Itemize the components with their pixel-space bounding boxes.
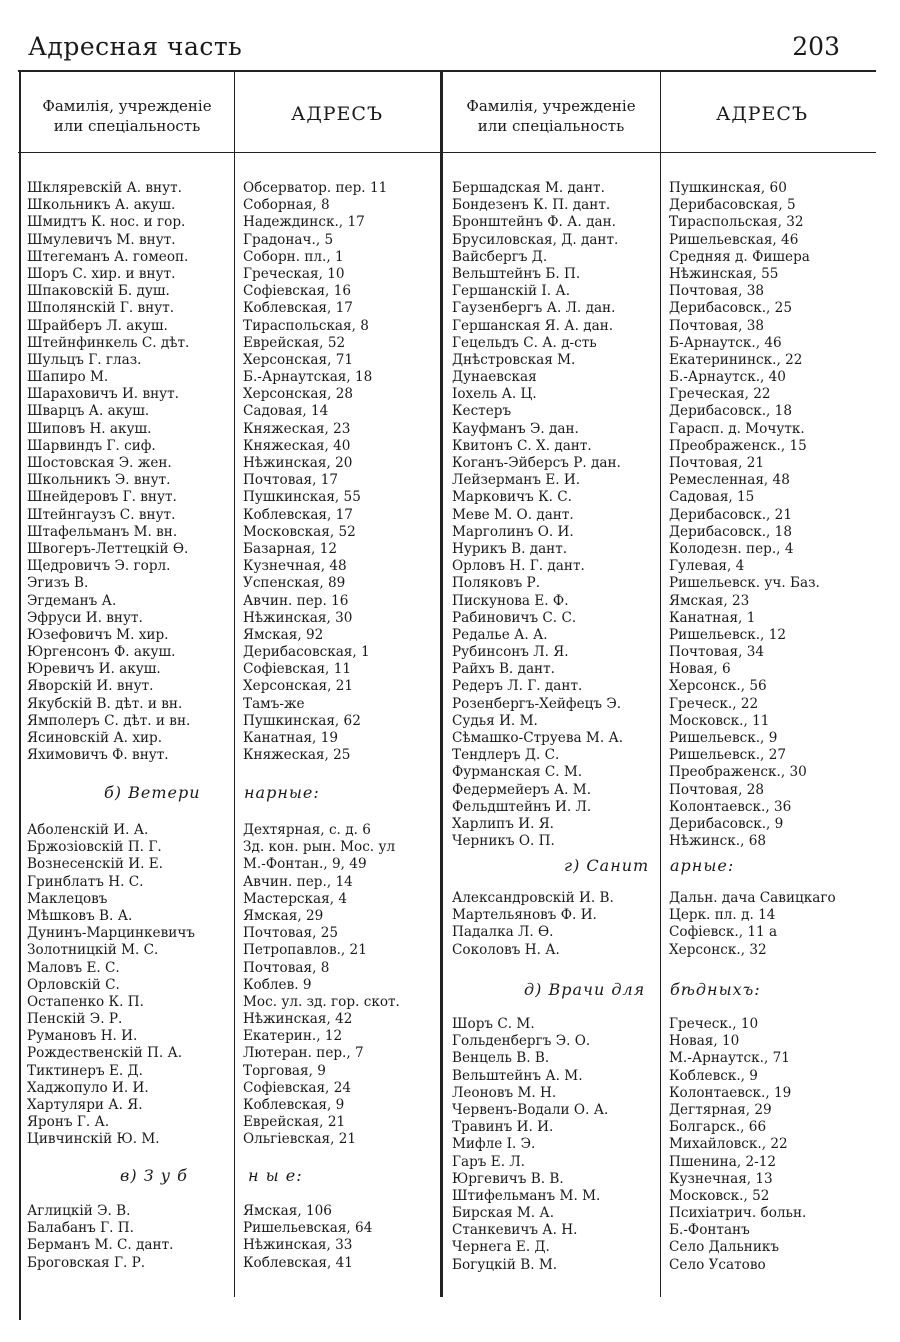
entry-address: Б-Арнаутск., 46 (669, 334, 782, 351)
entry-address: Соборн. пл., 1 (243, 248, 344, 265)
entry-name: Александровскій И. В. (452, 890, 614, 906)
entry-address: Колодезн. пер., 4 (669, 540, 794, 557)
entry-address: Нѣжинская, 42 (243, 1011, 353, 1028)
entry-name: Бронштейнъ Ф. А. дан. (452, 214, 616, 231)
entry-address: Почтовая, 17 (243, 472, 339, 489)
entry-address: Московск., 11 (669, 712, 770, 729)
entry-name: Хаджопуло И. И. (27, 1079, 149, 1096)
entry-address: Пушкинская, 55 (243, 489, 361, 506)
entry-name: Гершанскій І. А. (452, 283, 571, 300)
entry-name: Аглицкій Э. В. (27, 1203, 131, 1219)
entry-address: Средняя д. Фишера (669, 248, 810, 265)
entry-address: Авчин. пер. 16 (243, 592, 349, 609)
entry-name: Соколовъ Н. А. (452, 941, 560, 958)
entry-address: Коблевская, 17 (243, 506, 353, 523)
entry-name: Бирская М. А. (452, 1205, 555, 1222)
right-group2-addresses (669, 890, 836, 959)
entry-address: Нѣжинская, 20 (243, 455, 353, 471)
right-address-header: АДРЕСЪ (715, 103, 809, 125)
left-group3-addresses (243, 1203, 372, 1272)
entry-name: Шоръ С. хир. и внут. (27, 265, 176, 282)
section-heading-poor-right: бѣдныхъ: (670, 980, 761, 999)
left-group3-names (27, 1203, 173, 1272)
entry-name: Шполянскій Г. внут. (27, 300, 175, 317)
entry-name: Штифельманъ М. М. (452, 1187, 601, 1204)
entry-address: Дерибасовск., 25 (669, 300, 792, 317)
entry-address: Преображенск., 15 (669, 437, 807, 454)
entry-address: Нѣжинск., 68 (669, 833, 767, 850)
name-header-line2: или спеціальность (477, 117, 625, 135)
entry-name: Днѣстровская М. (452, 351, 576, 368)
name-header-line1: Фамилія, учрежденіе (42, 97, 212, 115)
entry-name: Пискунова Е. Ф. (452, 592, 569, 609)
entry-name: Юзефовичъ М. хир. (27, 626, 169, 643)
right-group2-names (452, 890, 614, 959)
entry-address: Херсонская, 71 (243, 351, 354, 368)
entry-address: Михайловск., 22 (669, 1136, 788, 1153)
entry-address: Церк. пл. д. 14 (669, 907, 776, 924)
entry-address: Садовая, 14 (243, 403, 329, 420)
entry-address: Пшенина, 2-12 (669, 1153, 777, 1170)
entry-name: Юргевичъ В. В. (452, 1170, 564, 1187)
page-number: 203 (792, 32, 840, 61)
entry-name: Хартуляри А. Я. (27, 1097, 143, 1113)
entry-name: Фурманская С. М. (452, 764, 583, 781)
center-divider (440, 72, 443, 1297)
entry-name: Мифле І. Э. (452, 1136, 536, 1153)
entry-name: Станкевичъ А. Н. (452, 1222, 578, 1239)
entry-address: Дерибасовск., 9 (669, 815, 784, 832)
entry-address: Ямская, 29 (243, 907, 324, 924)
entry-name: Вайсбергъ Д. (452, 248, 548, 265)
entry-address: Пушкинская, 60 (669, 180, 787, 196)
entry-name: Бершадская М. дант. (452, 180, 605, 196)
entry-name: Щедровичъ Э. горл. (27, 558, 171, 575)
entry-name: Шульцъ Г. глаз. (27, 351, 142, 368)
entry-address: Греческая, 10 (243, 265, 345, 282)
entry-name: Маклецовъ (27, 890, 108, 907)
entry-address: Еврейская, 52 (243, 334, 346, 351)
entry-name: Мѣшковъ В. А. (27, 907, 133, 924)
page-title: Адресная часть (28, 32, 243, 61)
name-header-line1: Фамилія, учрежденіе (466, 97, 636, 115)
entry-name: Юревичъ И. акуш. (27, 661, 161, 678)
entry-address: Преображенск., 30 (669, 764, 807, 781)
entry-name: Яхимовичъ Ф. внут. (27, 747, 169, 764)
entry-address: Греческ., 22 (669, 695, 759, 712)
entry-name: Шараховичъ И. внут. (27, 386, 179, 403)
entry-name: Меве М. О. дант. (452, 506, 574, 523)
entry-name: Шоръ С. М. (452, 1016, 535, 1032)
right-group1-names (452, 180, 623, 850)
entry-address: Гулевая, 4 (669, 558, 745, 575)
entry-address: Нѣжинская, 33 (243, 1237, 353, 1254)
entry-name: Штейнфинкель С. дѣт. (27, 334, 190, 351)
entry-name: Тендлеръ Д. С. (452, 747, 560, 764)
entry-address: Софіевская, 24 (243, 1079, 351, 1096)
entry-name: Поляковъ Р. (452, 575, 541, 592)
entry-address: Торговая, 9 (243, 1062, 326, 1079)
entry-address: Обсерватор. пер. 11 (243, 180, 388, 196)
entry-address: Лютеран. пер., 7 (243, 1045, 364, 1062)
entry-address: Село Дальникъ (669, 1239, 780, 1256)
left-border (19, 70, 21, 1320)
entry-address: Херсонская, 28 (243, 386, 354, 403)
entry-name: Шкляревскій А. внут. (27, 180, 182, 196)
entry-address: Дальн. дача Савицкаго (669, 890, 836, 906)
entry-name: Якубскій В. дѣт. и вн. (27, 695, 183, 712)
entry-address: Канатная, 19 (243, 730, 338, 746)
entry-name: Червенъ-Водали О. А. (452, 1101, 609, 1118)
entry-address: Нѣжинская, 55 (669, 265, 779, 282)
entry-address: Коблевская, 17 (243, 300, 353, 317)
entry-address: Ямская, 23 (669, 592, 750, 609)
entry-name: Дунинъ-Марцинкевичъ (27, 925, 195, 942)
right-name-header (444, 96, 658, 136)
entry-name: Шарвиндъ Г. сиф. (27, 437, 156, 454)
entry-name: Яворскій И. внут. (27, 678, 154, 695)
entry-address: Колонтаевск., 19 (669, 1084, 792, 1101)
entry-name: Остапенко К. П. (27, 993, 144, 1010)
section-heading-veterinary-left: б) Ветери (104, 783, 201, 802)
entry-name: Золотницкій М. С. (27, 942, 159, 959)
entry-name: Квитонъ С. Х. дант. (452, 437, 592, 454)
entry-address: Дехтярная, с. д. 6 (243, 822, 371, 838)
entry-name: Вельштейнъ А. М. (452, 1067, 583, 1084)
entry-address: Коблевская, 41 (243, 1254, 353, 1271)
entry-name: Нурикъ В. дант. (452, 540, 568, 557)
entry-address: Соборная, 8 (243, 197, 330, 214)
entry-address: Кузнечная, 13 (669, 1170, 773, 1187)
entry-address: Зд. кон. рын. Мос. ул (243, 839, 396, 856)
entry-name: Гаузенбергъ А. Л. дан. (452, 300, 616, 317)
entry-address: Б.-Арнаутск., 40 (669, 369, 786, 386)
entry-name: Аболенскій И. А. (27, 822, 149, 838)
entry-name: Берманъ М. С. дант. (27, 1237, 174, 1254)
left-group2-addresses (243, 822, 400, 1149)
entry-name: Рубинсонъ Л. Я. (452, 644, 569, 661)
entry-name: Шварцъ А. акуш. (27, 403, 150, 420)
entry-address: Коблев. 9 (243, 976, 312, 993)
entry-address: Новая, 10 (669, 1033, 740, 1050)
entry-address: Еврейская, 21 (243, 1114, 346, 1131)
entry-name: Шпаковскій Б. душ. (27, 283, 170, 300)
entry-address: Почтовая, 8 (243, 959, 330, 976)
entry-address: Екатерининск., 22 (669, 351, 803, 368)
entry-name: Броговская Г. Р. (27, 1254, 146, 1271)
entry-name: Рождественскій П. А. (27, 1045, 183, 1062)
entry-address: Мастерская, 4 (243, 890, 347, 907)
entry-name: Леоновъ М. Н. (452, 1084, 557, 1101)
entry-name: Гершанская Я. А. дан. (452, 317, 614, 334)
entry-address: Московск., 52 (669, 1187, 770, 1204)
left-address-header: АДРЕСЪ (290, 103, 384, 125)
entry-address: Коблевская, 9 (243, 1097, 345, 1113)
section-heading-poor-left: д) Врачи для (524, 980, 646, 999)
section-heading-sanitary-right: арные: (670, 856, 735, 875)
entry-address: Новая, 6 (669, 661, 731, 678)
entry-name: Вознесенскій И. Е. (27, 856, 163, 873)
entry-address: Княжеская, 23 (243, 420, 351, 437)
entry-address: Мос. ул. зд. гор. скот. (243, 993, 400, 1010)
entry-name: Эгизъ В. (27, 575, 89, 592)
entry-address: Дерибасовск., 18 (669, 403, 792, 420)
entry-name: Падалка Л. Ѳ. (452, 924, 554, 941)
entry-name: Ямполеръ С. дѣт. и вн. (27, 712, 191, 729)
entry-name: Орловъ Н. Г. дант. (452, 558, 585, 575)
entry-address: Дерибасовск., 18 (669, 523, 792, 540)
entry-name: Брусиловская, Д. дант. (452, 231, 619, 248)
entry-name: Рабиновичъ С. С. (452, 609, 577, 626)
entry-name: Райхъ В. дант. (452, 661, 555, 678)
entry-address: Авчин. пер., 14 (243, 873, 353, 890)
left-group1-addresses (243, 180, 387, 764)
entry-name: Судья И. М. (452, 712, 538, 729)
entry-address: Надеждинск., 17 (243, 214, 365, 231)
entry-name: Травинъ И. И. (452, 1119, 554, 1136)
entry-address: Дерибасовская, 1 (243, 644, 370, 661)
entry-name: Эгдеманъ А. (27, 592, 117, 609)
entry-name: Тиктинеръ Е. Д. (27, 1062, 143, 1079)
entry-name: Штейнгаузъ С. внут. (27, 506, 176, 523)
entry-name: Венцель В. В. (452, 1050, 550, 1067)
entry-name: Сѣмашко-Струева М. А. (452, 730, 624, 746)
entry-name: Шиповъ Н. акуш. (27, 420, 152, 437)
entry-address: Село Усатово (669, 1256, 766, 1273)
entry-name: Гринблатъ Н. С. (27, 873, 144, 890)
entry-address: Почтовая, 25 (243, 925, 339, 942)
section-heading-sanitary-left: г) Санит (564, 856, 650, 875)
entry-name: Дунаевская (452, 369, 537, 386)
entry-address: Ришельевск., 12 (669, 626, 786, 643)
left-group2-names (27, 822, 195, 1149)
right-col-divider (660, 72, 661, 1297)
entry-name: Штафельманъ М. вн. (27, 523, 178, 540)
entry-address: Дегтярная, 29 (669, 1101, 772, 1118)
entry-address: Почтовая, 34 (669, 644, 765, 661)
entry-name: Черникъ О. П. (452, 833, 555, 850)
entry-address: Б.-Фонтанъ (669, 1222, 750, 1239)
entry-name: Ясиновскій А. хир. (27, 730, 163, 746)
entry-name: Маловъ Е. С. (27, 959, 120, 976)
entry-name: Яронъ Г. А. (27, 1114, 110, 1131)
entry-address: М.-Фонтан., 9, 49 (243, 856, 367, 873)
entry-address: Коблевск., 9 (669, 1067, 758, 1084)
entry-address: Колонтаевск., 36 (669, 798, 792, 815)
entry-address: Московская, 52 (243, 523, 356, 540)
entry-address: Ямская, 106 (243, 1203, 332, 1219)
entry-address: Тамъ-же (243, 695, 305, 712)
entry-address: Почтовая, 38 (669, 283, 765, 300)
entry-address: Ольгіевская, 21 (243, 1131, 357, 1148)
entry-name: Харлипъ И. Я. (452, 815, 555, 832)
entry-address: Греческая, 22 (669, 386, 771, 403)
entry-name: Вельштейнъ Б. П. (452, 265, 581, 282)
name-header-line2: или спеціальность (53, 117, 201, 135)
entry-address: М.-Арнаутск., 71 (669, 1050, 790, 1067)
entry-name: Богуцкій В. М. (452, 1256, 558, 1273)
entry-address: Психіатрич. больн. (669, 1205, 807, 1222)
entry-address: Нѣжинская, 30 (243, 609, 353, 626)
entry-address: Греческ., 10 (669, 1016, 759, 1032)
entry-name: Юргенсонъ Ф. акуш. (27, 644, 176, 661)
entry-name: Шрайберъ Л. акуш. (27, 317, 168, 334)
entry-name: Фельдштейнъ И. Л. (452, 798, 592, 815)
entry-address: Софіевская, 16 (243, 283, 351, 300)
entry-address: Херсонск., 32 (669, 941, 767, 958)
entry-name: Коганъ-Эйберсъ Р. дан. (452, 455, 621, 471)
entry-name: Редеръ Л. Г. дант. (452, 678, 583, 695)
entry-address: Почтовая, 28 (669, 781, 765, 798)
entry-name: Мартельяновъ Ф. И. (452, 907, 597, 924)
entry-name: Гецельдъ С. А. д-сть (452, 334, 597, 351)
right-group1-addresses (669, 180, 820, 850)
section-heading-dental-left: в) З у б (120, 1166, 188, 1185)
entry-address: Ришельевск., 27 (669, 747, 786, 764)
entry-name: Редалье А. А. (452, 626, 548, 643)
entry-name: Лейзерманъ Е. И. (452, 472, 581, 489)
entry-address: Ямская, 92 (243, 626, 324, 643)
entry-name: Шапиро М. (27, 369, 109, 386)
entry-address: Ришельевская, 46 (669, 231, 799, 248)
entry-address: Успенская, 89 (243, 575, 346, 592)
entry-address: Софіевск., 11 а (669, 924, 778, 941)
entry-address: Херсонская, 21 (243, 678, 354, 695)
right-group3-addresses (669, 1016, 806, 1274)
entry-address: Тираспольская, 32 (669, 214, 804, 231)
entry-name: Іохель А. Ц. (452, 386, 537, 403)
entry-address: Ришельевск. уч. Баз. (669, 575, 820, 592)
section-heading-dental-right: н ы е: (248, 1166, 303, 1185)
entry-name: Шостовская Э. жен. (27, 455, 172, 471)
entry-name: Гаръ Е. Л. (452, 1153, 526, 1170)
section-heading-veterinary-right: нарные: (244, 783, 320, 802)
entry-address: Тираспольская, 8 (243, 317, 369, 334)
top-rule (18, 70, 876, 72)
entry-name: Балабанъ Г. П. (27, 1220, 134, 1237)
entry-name: Шмулевичъ М. внут. (27, 231, 176, 248)
entry-name: Швогеръ-Леттецкій Ѳ. (27, 540, 189, 557)
left-name-header (22, 96, 232, 136)
entry-address: Дерибасовская, 5 (669, 197, 796, 214)
entry-name: Штегеманъ А. гомеоп. (27, 248, 189, 265)
entry-address: Почтовая, 38 (669, 317, 765, 334)
entry-address: Кузнечная, 48 (243, 558, 347, 575)
entry-address: Б.-Арнаутская, 18 (243, 369, 373, 386)
entry-name: Румановъ Н. И. (27, 1028, 138, 1045)
entry-name: Федермейеръ А. М. (452, 781, 592, 798)
entry-address: Градонач., 5 (243, 231, 334, 248)
entry-name: Розенбергъ-Хейфецъ Э. (452, 695, 622, 712)
right-group3-names (452, 1016, 608, 1274)
entry-address: Петропавлов., 21 (243, 942, 367, 959)
entry-address: Канатная, 1 (669, 609, 756, 626)
entry-name: Школьникъ Э. внут. (27, 472, 171, 489)
entry-name: Школьникъ А. акуш. (27, 197, 176, 214)
entry-name: Марковичъ К. С. (452, 489, 572, 506)
entry-address: Базарная, 12 (243, 540, 337, 557)
entry-name: Цивчинскій Ю. М. (27, 1131, 160, 1148)
entry-address: Софіевская, 11 (243, 661, 351, 678)
entry-address: Екатерин., 12 (243, 1028, 343, 1045)
entry-name: Эфруси И. внут. (27, 609, 143, 626)
left-col-divider (234, 72, 235, 1297)
entry-name: Бржозіовскій П. Г. (27, 839, 162, 856)
entry-name: Пенскій Э. Р. (27, 1011, 123, 1028)
entry-address: Почтовая, 21 (669, 455, 765, 471)
entry-name: Гольденбергъ Э. О. (452, 1033, 591, 1050)
entry-address: Болгарск., 66 (669, 1119, 767, 1136)
entry-address: Херсонск., 56 (669, 678, 767, 695)
entry-name: Кестеръ (452, 403, 512, 420)
entry-name: Чернега Е. Д. (452, 1239, 550, 1256)
entry-address: Ремесленная, 48 (669, 472, 790, 489)
entry-address: Гарасп. д. Мочутк. (669, 420, 805, 437)
entry-name: Бондезенъ К. П. дант. (452, 197, 611, 214)
entry-address: Ришельевск., 9 (669, 730, 778, 746)
entry-name: Шмидтъ К. нос. и гор. (27, 214, 186, 231)
entry-address: Садовая, 15 (669, 489, 755, 506)
entry-address: Пушкинская, 62 (243, 712, 361, 729)
entry-address: Ришельевская, 64 (243, 1220, 373, 1237)
entry-name: Марголинъ О. И. (452, 523, 574, 540)
header-rule (18, 152, 876, 153)
entry-name: Шнейдеровъ Г. внут. (27, 489, 177, 506)
entry-address: Княжеская, 40 (243, 437, 351, 454)
entry-address: Дерибасовск., 21 (669, 506, 792, 523)
entry-address: Княжеская, 25 (243, 747, 351, 764)
entry-name: Орловскій С. (27, 976, 120, 993)
left-group1-names (27, 180, 190, 764)
entry-name: Кауфманъ Э. дан. (452, 420, 579, 437)
